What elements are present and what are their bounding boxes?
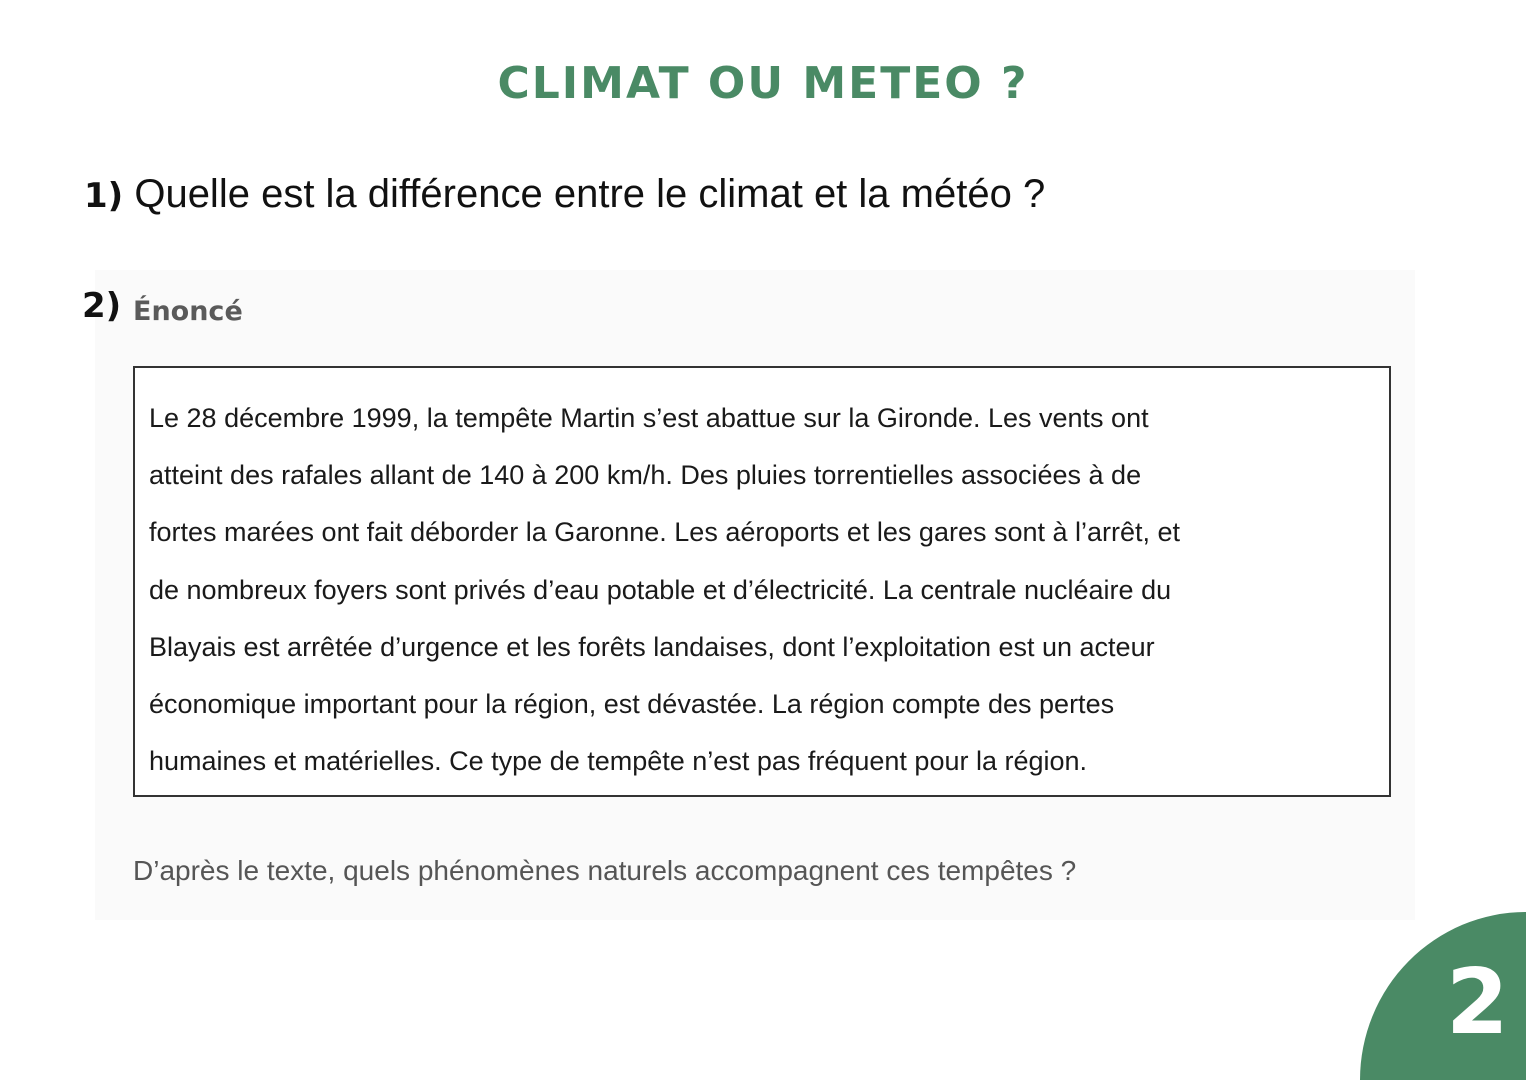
question-2-text: D’après le texte, quels phénomènes naturels accompagnent ces tempêtes ? (133, 855, 1077, 886)
text-line: humaines et matérielles. Ce type de tempête n’est pas fréquent pour la région. (149, 746, 1088, 777)
page-title: CLIMAT OU METEO ? (497, 58, 1029, 109)
text-line: Le 28 décembre 1999, la tempête Martin s’est abattue sur la Gironde. Les vents ont (149, 403, 1149, 433)
text-line: fortes marées ont fait déborder la Garonne. Les aéroports et les gares sont à l’arrêt, et (149, 517, 1181, 548)
enonce-heading: Énoncé (133, 296, 243, 327)
text-box (133, 366, 1391, 797)
text-line: économique important pour la région, est dévastée. La région compte des pertes (149, 689, 1115, 720)
text-line: de nombreux foyers sont privés d’eau potable et d’électricité. La centrale nucléaire du (149, 574, 1172, 605)
question-1-text: Quelle est la différence entre le climat et la météo ? (134, 172, 1046, 216)
text-line: Blayais est arrêtée d’urgence et les forêts landaises, dont l’exploitation est un acteur (149, 631, 1155, 662)
question-2-number: 2) (82, 286, 122, 326)
question-1-number: 1) (84, 176, 124, 216)
page-number: 2 (1446, 950, 1509, 1055)
text-line: atteint des rafales allant de 140 à 200 km/h. Des pluies torrentielles associées à de (149, 460, 1142, 491)
question-1 (84, 172, 1045, 217)
